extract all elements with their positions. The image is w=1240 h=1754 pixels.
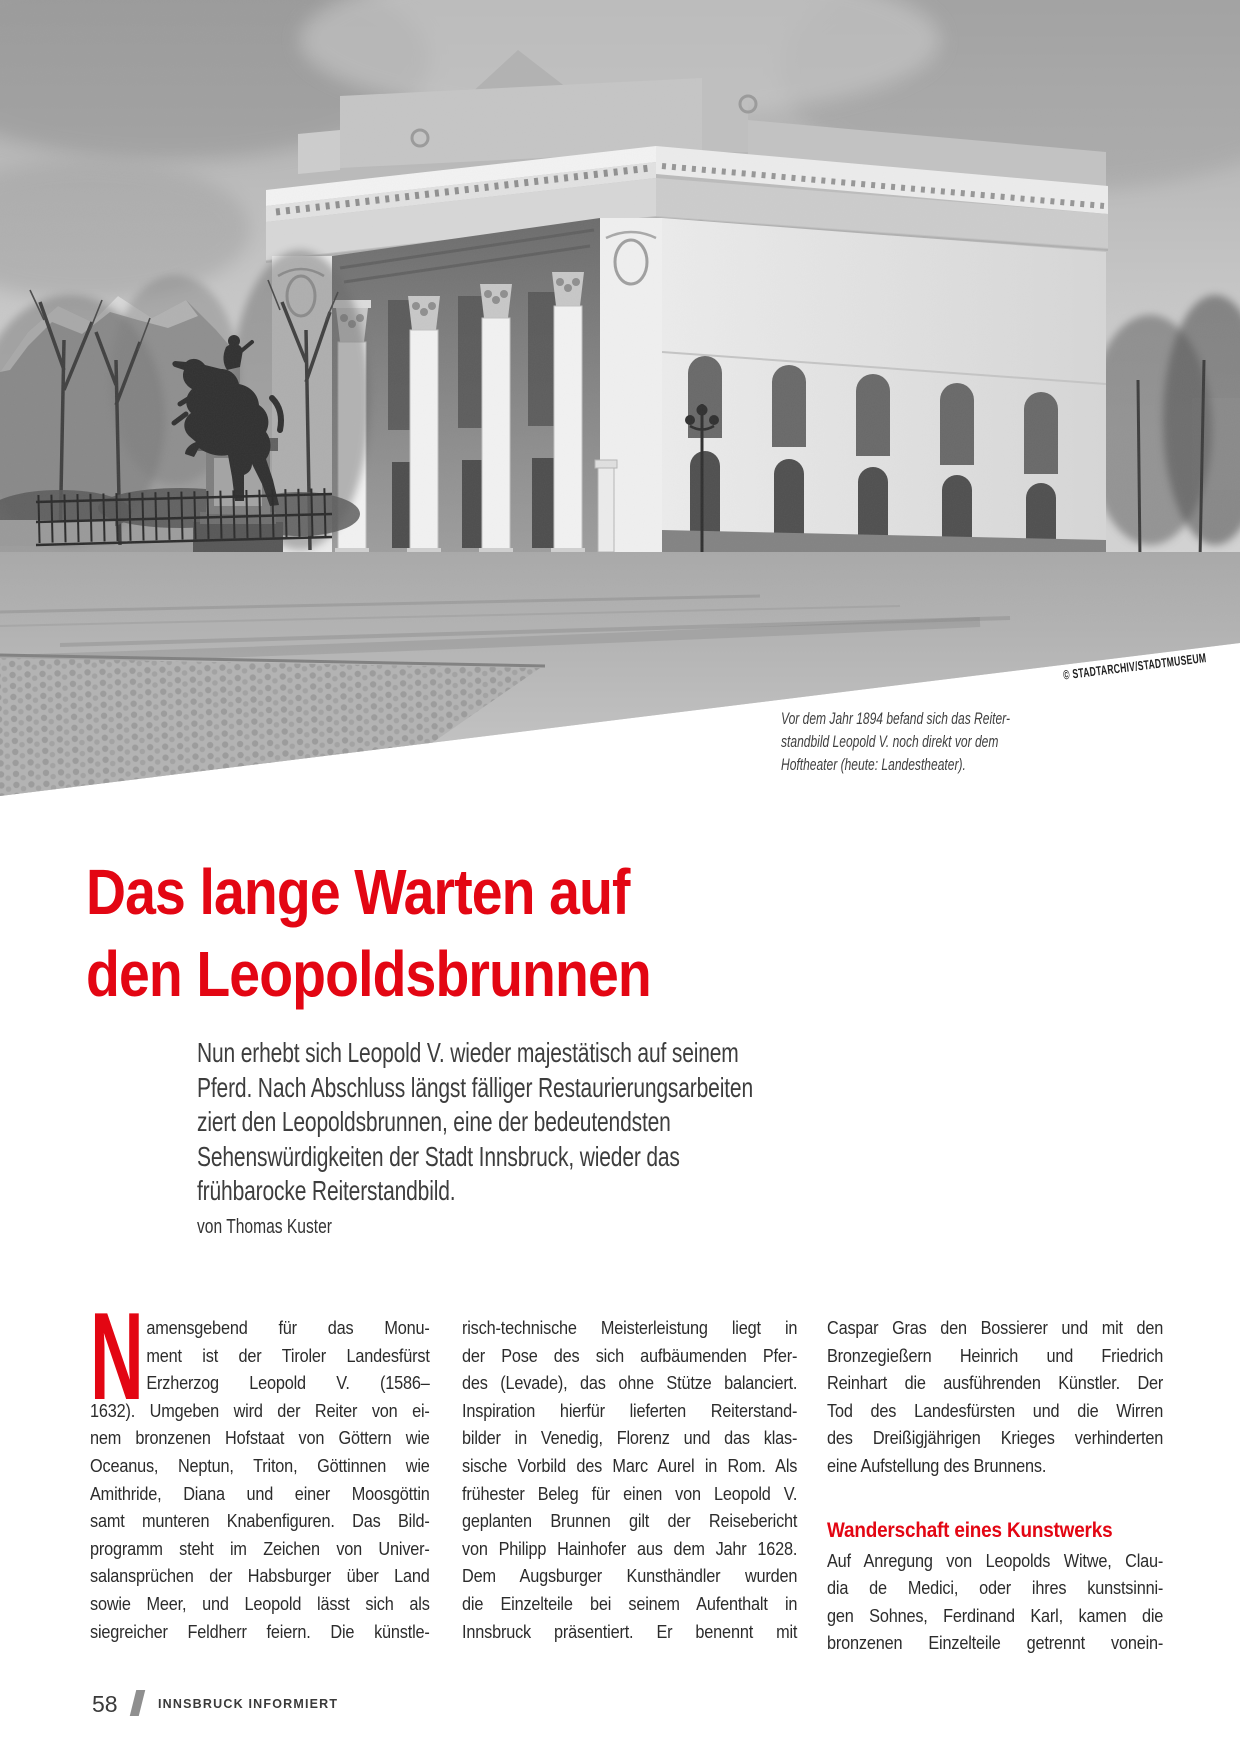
body-line: salansprüchen der Habsburger über Land xyxy=(90,1565,430,1587)
body-line: frühester Beleg für einen von Leopold V. xyxy=(462,1482,798,1504)
body-line: sowie Meer, und Leopold lässt sich als xyxy=(90,1592,430,1614)
body-line: siegreicher Feldherr feiern. Die künstle- xyxy=(90,1620,430,1642)
body-line: Dem Augsburger Kunsthändler wurden xyxy=(462,1565,798,1587)
caption-line: Vor dem Jahr 1894 befand sich das Reiter- xyxy=(781,710,1010,728)
lead-line: Nun erhebt sich Leopold V. wieder majestätisch auf seinem xyxy=(197,1037,739,1068)
article-lead xyxy=(197,1036,753,1209)
article-title xyxy=(86,851,651,1015)
body-line: samt munteren Knabenfiguren. Das Bild- xyxy=(90,1510,430,1532)
body-line: Innsbruck präsentiert. Er benennt mit xyxy=(462,1620,798,1642)
body-line: Oceanus, Neptun, Triton, Göttinnen wie xyxy=(90,1454,430,1476)
body-line: geplanten Brunnen gilt der Reisebericht xyxy=(462,1510,798,1532)
body-line: Caspar Gras den Bossierer und mit den xyxy=(827,1317,1164,1338)
body-line: des (Levade), das ohne Stütze balanciert. xyxy=(462,1372,798,1394)
body-line: Bronzegießern Heinrich und Friedrich xyxy=(827,1344,1164,1366)
body-line: Amithride, Diana und einer Moosgöttin xyxy=(90,1482,430,1504)
body-line: nem bronzenen Hofstaat von Göttern wie xyxy=(90,1427,430,1449)
body-line: amensgebend für das Monu- xyxy=(146,1317,430,1338)
footer-slash-icon xyxy=(130,1690,145,1716)
lead-line: ziert den Leopoldsbrunnen, eine der bedeutendsten xyxy=(197,1106,671,1137)
magazine-name: INNSBRUCK INFORMIERT xyxy=(158,1697,339,1711)
body-line: 1632). Umgeben wird der Reiter von ei- xyxy=(90,1399,430,1421)
body-line: Inspiration hierfür lieferten Reiterstand- xyxy=(462,1399,798,1421)
body-line: die Einzelteile bei seinem Aufenthalt in xyxy=(462,1592,798,1614)
body-line: Tod des Landesfürsten und die Wirren xyxy=(827,1399,1164,1421)
lead-line: Sehenswürdigkeiten der Stadt Innsbruck, wieder das xyxy=(197,1140,680,1172)
body-line: bilder in Venedig, Florenz und das klas- xyxy=(462,1427,798,1449)
caption-line: Hoftheater (heute: Landestheater). xyxy=(781,756,966,774)
body-line: bronzenen Einzelteile getrennt vonein- xyxy=(827,1632,1164,1654)
caption-line: standbild Leopold V. noch direkt vor dem xyxy=(781,733,999,751)
section-subheading: Wanderschaft eines Kunstwerks xyxy=(827,1517,1113,1542)
page-footer xyxy=(92,1689,492,1721)
photo-caption xyxy=(781,708,1033,777)
body-column-1 xyxy=(90,1314,430,1645)
body-column-2 xyxy=(462,1314,797,1645)
body-line: des Dreißigjährigen Krieges verhinderten xyxy=(827,1427,1164,1449)
body-line: risch-technische Meisterleistung liegt in xyxy=(462,1317,798,1338)
drop-cap: N xyxy=(90,1288,144,1426)
body-line: Erzherzog Leopold V. (1586– xyxy=(146,1372,430,1394)
page-number: 58 xyxy=(92,1691,118,1717)
body-line: ment ist der Tiroler Landesfürst xyxy=(146,1344,430,1366)
photo-illustration xyxy=(0,0,1240,800)
article-byline: von Thomas Kuster xyxy=(197,1216,332,1238)
lead-line: Pferd. Nach Abschluss längst fälliger Restaurierungsarbeiten xyxy=(197,1071,753,1103)
body-line: dia de Medici, oder ihres kunstsinni- xyxy=(827,1577,1164,1599)
body-column-3 xyxy=(827,1314,1163,1657)
body-line: eine Aufstellung des Brunnens. xyxy=(827,1454,1047,1476)
lead-line: frühbarocke Reiterstandbild. xyxy=(197,1175,456,1206)
title-line: den Leopoldsbrunnen xyxy=(86,938,651,1010)
body-line: der Pose des sich aufbäumenden Pfer- xyxy=(462,1344,798,1366)
photo-credit: © STADTARCHIV/STADTMUSEUM xyxy=(1062,650,1207,683)
body-line: Reinhart die ausführenden Künstler. Der xyxy=(827,1372,1164,1394)
body-line: programm steht im Zeichen von Univer- xyxy=(90,1537,430,1559)
body-line: sische Vorbild des Marc Aurel in Rom. Als xyxy=(462,1454,798,1476)
title-line: Das lange Warten auf xyxy=(86,856,630,928)
hoftheater-photo xyxy=(0,0,1240,800)
body-line: Auf Anregung von Leopolds Witwe, Clau- xyxy=(827,1549,1164,1571)
body-line: von Philipp Hainhofer aus dem Jahr 1628. xyxy=(462,1537,798,1559)
body-line: gen Sohnes, Ferdinand Karl, kamen die xyxy=(827,1604,1164,1626)
